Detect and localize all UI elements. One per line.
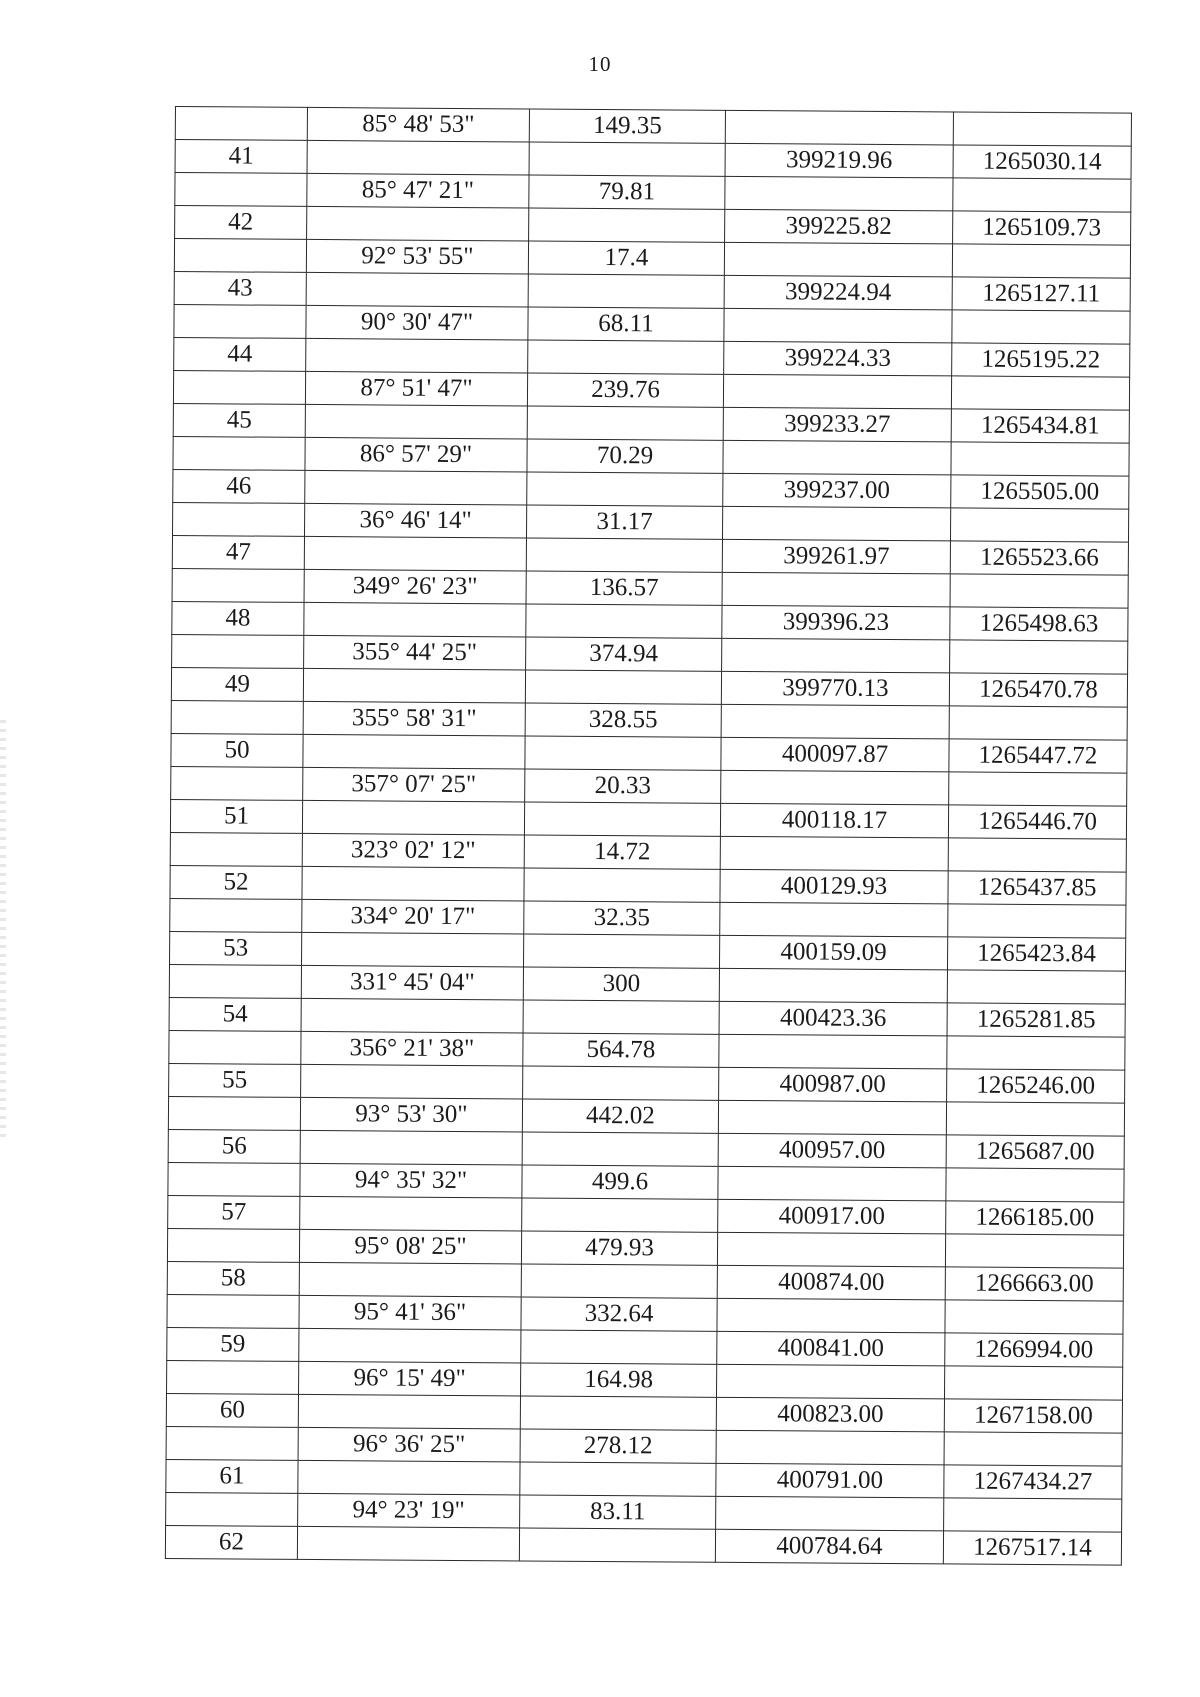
bearing-cell (305, 404, 527, 439)
easting-cell (949, 772, 1127, 806)
easting-cell (944, 1432, 1122, 1466)
bearing-cell (304, 536, 526, 571)
bearing-cell (304, 602, 526, 637)
northing-cell: 399770.13 (721, 671, 949, 706)
station-cell: 62 (165, 1525, 297, 1559)
distance-cell (524, 868, 720, 902)
station-cell (169, 1030, 301, 1064)
northing-cell: 400097.87 (721, 737, 949, 772)
northing-cell: 399224.94 (724, 275, 952, 310)
distance-cell: 328.55 (525, 703, 721, 737)
distance-cell: 499.6 (522, 1165, 718, 1199)
bearing-cell (300, 1130, 522, 1165)
distance-cell: 442.02 (522, 1099, 718, 1133)
station-cell: 46 (173, 469, 305, 503)
northing-cell (721, 704, 949, 739)
distance-cell: 14.72 (524, 835, 720, 869)
easting-cell (953, 178, 1131, 212)
bearing-cell: 323° 02' 12" (302, 833, 524, 868)
northing-cell (719, 968, 947, 1003)
bearing-cell: 331° 45' 04" (301, 965, 523, 1000)
northing-cell: 399396.23 (722, 605, 950, 640)
bearing-cell: 356° 21' 38" (301, 1031, 523, 1066)
northing-cell: 400118.17 (720, 803, 948, 838)
distance-cell: 79.81 (529, 175, 725, 209)
station-cell (171, 766, 303, 800)
distance-cell: 20.33 (525, 769, 721, 803)
bearing-cell: 94° 35' 32" (300, 1163, 522, 1198)
station-cell (173, 370, 305, 404)
northing-cell (724, 308, 952, 343)
survey-coordinates-table (165, 106, 1132, 1566)
bearing-cell (306, 338, 528, 373)
bearing-cell (300, 1196, 522, 1231)
easting-cell (948, 838, 1126, 872)
table-body (165, 107, 1131, 1566)
bearing-cell (307, 140, 529, 175)
bearing-cell: 90° 30' 47" (306, 305, 528, 340)
distance-cell (521, 1264, 717, 1298)
easting-cell (950, 640, 1128, 674)
station-cell (167, 1228, 299, 1262)
bearing-cell: 92° 53' 55" (306, 239, 528, 274)
bearing-cell (302, 932, 524, 967)
station-cell: 50 (171, 733, 303, 767)
bearing-cell: 36° 46' 14" (304, 503, 526, 538)
bearing-cell (297, 1526, 519, 1561)
bearing-cell: 349° 26' 23" (304, 569, 526, 604)
northing-cell (716, 1430, 944, 1465)
northing-cell (723, 374, 951, 409)
bearing-cell: 357° 07' 25" (303, 767, 525, 802)
easting-cell (951, 376, 1129, 410)
northing-cell (725, 110, 953, 145)
easting-cell: 1266663.00 (945, 1267, 1123, 1301)
station-cell: 54 (169, 997, 301, 1031)
station-cell: 52 (170, 865, 302, 899)
easting-cell (946, 1102, 1124, 1136)
easting-cell: 1266994.00 (945, 1333, 1123, 1367)
easting-cell: 1267158.00 (944, 1399, 1122, 1433)
station-cell (173, 502, 305, 536)
distance-cell (526, 604, 722, 638)
station-cell (167, 1360, 299, 1394)
easting-cell (945, 1300, 1123, 1334)
station-cell (171, 700, 303, 734)
bearing-cell (305, 470, 527, 505)
distance-cell (524, 802, 720, 836)
easting-cell: 1267517.14 (943, 1531, 1121, 1565)
distance-cell (520, 1396, 716, 1430)
distance-cell (525, 670, 721, 704)
bearing-cell: 85° 48' 53" (307, 107, 529, 142)
distance-cell: 374.94 (526, 637, 722, 671)
bearing-cell: 85° 47' 21" (307, 173, 529, 208)
northing-cell: 399225.82 (725, 209, 953, 244)
bearing-cell (303, 668, 525, 703)
easting-cell: 1265109.73 (953, 211, 1131, 245)
station-cell (170, 832, 302, 866)
northing-cell: 399237.00 (723, 473, 951, 508)
easting-cell: 1265246.00 (947, 1069, 1125, 1103)
table-row (165, 1525, 1121, 1565)
easting-cell: 1265434.81 (951, 409, 1129, 443)
distance-cell: 239.76 (527, 373, 723, 407)
northing-cell (725, 176, 953, 211)
easting-cell: 1265447.72 (949, 739, 1127, 773)
northing-cell: 400129.93 (720, 869, 948, 904)
scan-edge-marks (0, 720, 6, 1140)
easting-cell (948, 904, 1126, 938)
northing-cell (716, 1496, 944, 1531)
station-cell: 48 (172, 601, 304, 635)
northing-cell (722, 572, 950, 607)
northing-cell: 400823.00 (716, 1397, 944, 1432)
distance-cell (520, 1462, 716, 1496)
station-cell: 43 (174, 271, 306, 305)
easting-cell: 1265030.14 (953, 145, 1131, 179)
distance-cell: 31.17 (526, 505, 722, 539)
station-cell (170, 898, 302, 932)
northing-cell: 400784.64 (715, 1529, 943, 1564)
northing-cell (722, 506, 950, 541)
easting-cell (950, 574, 1128, 608)
northing-cell (716, 1364, 944, 1399)
easting-cell (952, 244, 1130, 278)
station-cell: 56 (168, 1129, 300, 1163)
distance-cell: 70.29 (527, 439, 723, 473)
station-cell: 60 (166, 1393, 298, 1427)
bearing-cell (298, 1394, 520, 1429)
easting-cell: 1266185.00 (946, 1201, 1124, 1235)
easting-cell (950, 508, 1128, 542)
easting-cell: 1265505.00 (951, 475, 1129, 509)
northing-cell (718, 1166, 946, 1201)
northing-cell (720, 836, 948, 871)
easting-cell: 1265687.00 (946, 1135, 1124, 1169)
easting-cell (944, 1366, 1122, 1400)
bearing-cell: 94° 23' 19" (298, 1493, 520, 1528)
easting-cell: 1265127.11 (952, 277, 1130, 311)
easting-cell: 1265446.70 (948, 805, 1126, 839)
station-cell: 58 (167, 1261, 299, 1295)
easting-cell (952, 310, 1130, 344)
distance-cell: 479.93 (521, 1231, 717, 1265)
station-cell (166, 1426, 298, 1460)
northing-cell: 400917.00 (718, 1199, 946, 1234)
northing-cell: 400874.00 (717, 1265, 945, 1300)
station-cell: 59 (167, 1327, 299, 1361)
bearing-cell (301, 998, 523, 1033)
bearing-cell: 93° 53' 30" (300, 1097, 522, 1132)
distance-cell: 68.11 (528, 307, 724, 341)
distance-cell (523, 1066, 719, 1100)
easting-cell: 1267434.27 (944, 1465, 1122, 1499)
distance-cell: 32.35 (524, 901, 720, 935)
station-cell (166, 1492, 298, 1526)
station-cell: 61 (166, 1459, 298, 1493)
northing-cell (721, 770, 949, 805)
distance-cell: 17.4 (528, 241, 724, 275)
bearing-cell: 95° 08' 25" (299, 1229, 521, 1264)
northing-cell: 399219.96 (725, 143, 953, 178)
station-cell (167, 1294, 299, 1328)
distance-cell: 332.64 (521, 1297, 717, 1331)
station-cell: 51 (170, 799, 302, 833)
northing-cell (717, 1232, 945, 1267)
easting-cell (944, 1498, 1122, 1532)
distance-cell: 136.57 (526, 571, 722, 605)
bearing-cell (302, 800, 524, 835)
bearing-cell (303, 734, 525, 769)
easting-cell (945, 1234, 1123, 1268)
easting-cell (953, 112, 1131, 146)
northing-cell: 400423.36 (719, 1001, 947, 1036)
northing-cell (722, 638, 950, 673)
station-cell (174, 304, 306, 338)
distance-cell (528, 340, 724, 374)
station-cell: 57 (168, 1195, 300, 1229)
distance-cell (522, 1132, 718, 1166)
station-cell: 49 (171, 667, 303, 701)
northing-cell (723, 440, 951, 475)
station-cell (175, 107, 307, 141)
easting-cell (947, 1036, 1125, 1070)
station-cell (172, 568, 304, 602)
bearing-cell: 334° 20' 17" (302, 899, 524, 934)
northing-cell (720, 902, 948, 937)
distance-cell (529, 208, 725, 242)
easting-cell: 1265195.22 (952, 343, 1130, 377)
bearing-cell (307, 206, 529, 241)
easting-cell: 1265423.84 (947, 937, 1125, 971)
northing-cell (724, 242, 952, 277)
station-cell (169, 964, 301, 998)
distance-cell (519, 1528, 715, 1562)
distance-cell: 564.78 (523, 1033, 719, 1067)
distance-cell (527, 406, 723, 440)
northing-cell: 399261.97 (722, 539, 950, 574)
northing-cell: 400957.00 (718, 1133, 946, 1168)
distance-cell (521, 1330, 717, 1364)
bearing-cell: 355° 44' 25" (304, 635, 526, 670)
distance-cell (523, 934, 719, 968)
distance-cell (529, 142, 725, 176)
distance-cell (522, 1198, 718, 1232)
bearing-cell (302, 866, 524, 901)
bearing-cell (301, 1064, 523, 1099)
station-cell (168, 1096, 300, 1130)
northing-cell (719, 1034, 947, 1069)
station-cell: 47 (172, 535, 304, 569)
distance-cell (528, 274, 724, 308)
bearing-cell: 96° 36' 25" (298, 1427, 520, 1462)
station-cell (173, 436, 305, 470)
distance-cell (525, 736, 721, 770)
distance-cell: 278.12 (520, 1429, 716, 1463)
northing-cell: 400841.00 (717, 1331, 945, 1366)
station-cell: 45 (173, 403, 305, 437)
distance-cell: 83.11 (520, 1495, 716, 1529)
bearing-cell: 95° 41' 36" (299, 1295, 521, 1330)
northing-cell: 399224.33 (724, 341, 952, 376)
bearing-cell: 86° 57' 29" (305, 437, 527, 472)
bearing-cell (299, 1328, 521, 1363)
bearing-cell: 355° 58' 31" (303, 701, 525, 736)
northing-cell (718, 1100, 946, 1135)
distance-cell: 149.35 (529, 109, 725, 143)
distance-cell (527, 472, 723, 506)
station-cell: 55 (169, 1063, 301, 1097)
station-cell: 53 (170, 931, 302, 965)
easting-cell (947, 970, 1125, 1004)
distance-cell: 164.98 (521, 1363, 717, 1397)
distance-cell (526, 538, 722, 572)
easting-cell: 1265523.66 (950, 541, 1128, 575)
northing-cell (717, 1298, 945, 1333)
northing-cell: 400791.00 (716, 1463, 944, 1498)
northing-cell: 400987.00 (719, 1067, 947, 1102)
station-cell: 44 (174, 337, 306, 371)
easting-cell: 1265470.78 (949, 673, 1127, 707)
easting-cell (951, 442, 1129, 476)
easting-cell: 1265437.85 (948, 871, 1126, 905)
station-cell: 42 (175, 206, 307, 240)
station-cell (168, 1162, 300, 1196)
easting-cell (946, 1168, 1124, 1202)
bearing-cell: 87° 51' 47" (305, 371, 527, 406)
page-number: 10 (588, 52, 612, 76)
northing-cell: 399233.27 (723, 407, 951, 442)
northing-cell: 400159.09 (719, 935, 947, 970)
easting-cell (949, 706, 1127, 740)
bearing-cell (306, 272, 528, 307)
easting-cell: 1265281.85 (947, 1003, 1125, 1037)
station-cell (175, 173, 307, 207)
station-cell: 41 (175, 140, 307, 174)
station-cell (172, 634, 304, 668)
distance-cell (523, 1000, 719, 1034)
bearing-cell (299, 1262, 521, 1297)
distance-cell: 300 (523, 967, 719, 1001)
bearing-cell: 96° 15' 49" (299, 1361, 521, 1396)
station-cell (174, 239, 306, 273)
bearing-cell (298, 1460, 520, 1495)
easting-cell: 1265498.63 (950, 607, 1128, 641)
